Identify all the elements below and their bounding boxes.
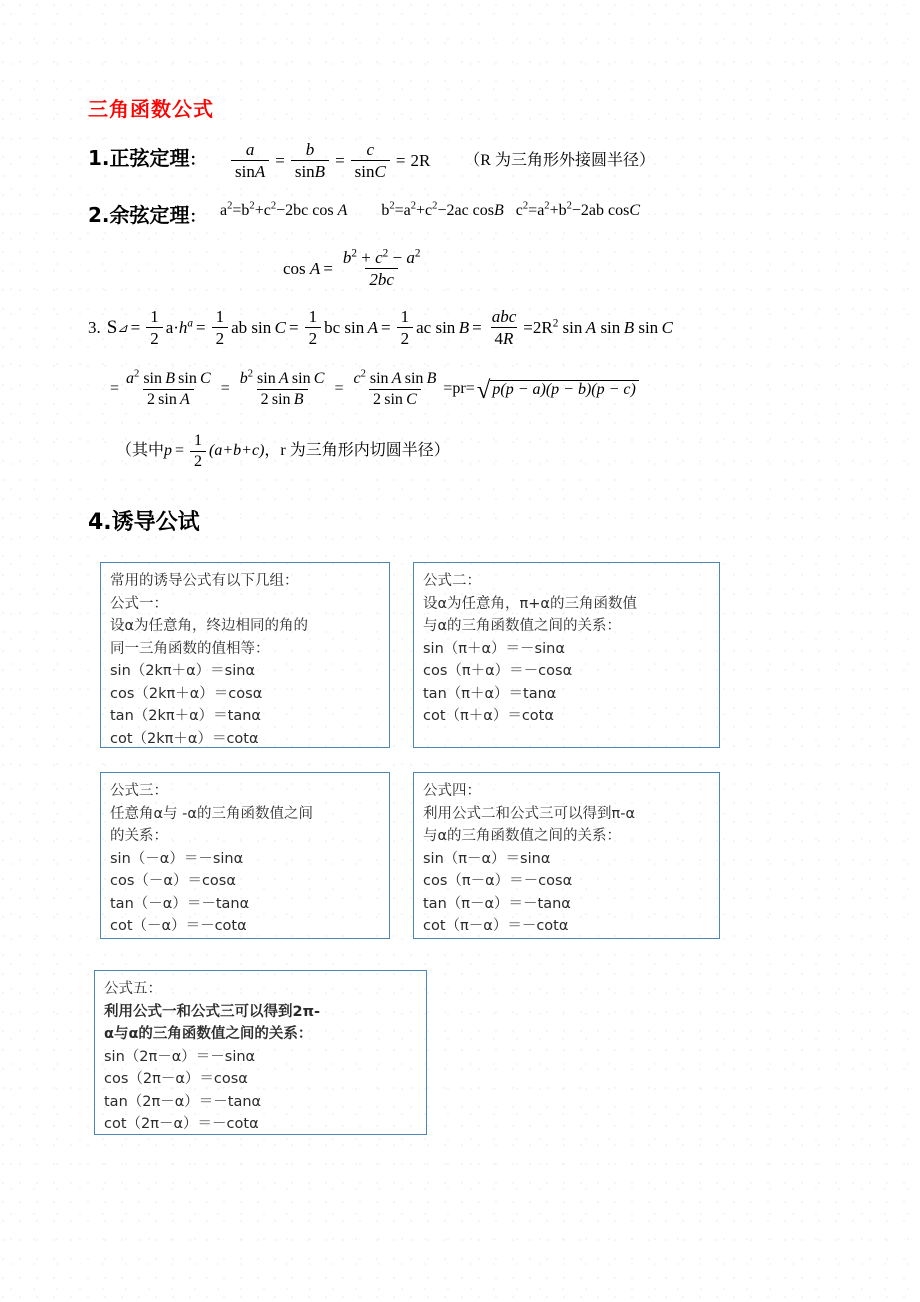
equals-sign: = <box>465 380 475 398</box>
fraction-cosA <box>339 248 425 289</box>
fraction-abc-over-4R <box>488 307 521 348</box>
box-line: 与α的三角函数值之间的关系： <box>423 618 622 634</box>
fraction-denominator: 2 <box>397 327 414 348</box>
fraction-half <box>212 307 229 348</box>
box-line: cot（π＋α）＝cotα <box>423 708 554 724</box>
section-2-heading <box>88 199 206 228</box>
equals-sign: = <box>334 380 344 398</box>
area-symbol: S <box>106 317 118 339</box>
note-suffix: ，r 为三角形内切圆半径） <box>264 442 450 460</box>
section-1-number: 1. <box>88 146 110 170</box>
box-line: 公式五： <box>104 981 162 997</box>
section-2-number: 2. <box>88 203 110 227</box>
equals-sign: = <box>472 318 482 338</box>
box-line: 利用公式一和公式三可以得到2π- <box>104 1003 321 1020</box>
square-root-herons-formula <box>476 376 639 404</box>
section-1-colon: ： <box>189 150 206 169</box>
box-line: tan（－α）＝－tanα <box>110 895 250 912</box>
box-line: cos（π＋α）＝－cosα <box>423 663 573 679</box>
fraction-numerator: a <box>245 140 255 159</box>
fraction-half <box>397 307 414 348</box>
radical-glyph: √ <box>476 376 491 404</box>
fraction-numerator: $b^2 + c^2 - a^2$ <box>342 247 421 267</box>
fraction-numerator: 1 <box>308 307 318 326</box>
equals-sign: = <box>443 380 453 398</box>
box-line: 公式四： <box>423 783 481 799</box>
fraction-numerator: $b^2$ sin A sin C <box>239 368 325 387</box>
formula-box-3 <box>100 772 390 939</box>
fraction-denominator: 2 <box>146 327 163 348</box>
fraction-denominator: 2 <box>212 327 229 348</box>
box-line: 公式三： <box>110 783 168 799</box>
fraction-numerator: $c^2$ sin A sin B <box>353 368 437 387</box>
box-line: cos（2kπ＋α）＝cosα <box>110 685 263 702</box>
box-line: cot（－α）＝－cotα <box>110 918 247 934</box>
section-4-label: 诱导公试 <box>111 510 200 535</box>
note-prefix: （其中 <box>116 442 165 460</box>
law-of-sines-note: （R 为三角形外接圆半径） <box>464 151 655 169</box>
box-line: sin（π－α）＝sinα <box>423 850 551 867</box>
page-title: 三角函数公式 <box>88 97 214 121</box>
fraction-numerator: 1 <box>194 432 203 449</box>
equals-sign: = <box>323 259 333 279</box>
equals-sign: = <box>130 318 141 338</box>
equals-sign: = <box>523 318 533 338</box>
fraction-numerator: 1 <box>215 307 225 326</box>
law-of-cosines-formulas <box>220 200 641 219</box>
equals-sign: = <box>175 442 185 460</box>
box-line: 公式二： <box>423 573 481 589</box>
box-line: 公式一： <box>110 595 168 612</box>
box-line: sin（π＋α）＝－sinα <box>423 640 565 657</box>
formula-box-5 <box>94 970 427 1135</box>
fraction-denominator: sinA <box>231 160 269 181</box>
equals-sign: = <box>381 318 391 338</box>
box-line: sin（－α）＝－sinα <box>110 850 244 867</box>
fraction-numerator: 1 <box>150 307 159 326</box>
fraction-area-c <box>349 370 440 409</box>
law-of-cosines-eq-3: $c^2=a^2+b^2-2ab$ cosC <box>515 200 641 219</box>
box-line: cos（2π－α）＝cosα <box>104 1071 248 1087</box>
fraction-a-over-sinA <box>231 140 269 181</box>
formula-box-1 <box>100 562 390 748</box>
box-line: 任意角α与 -α的三角函数值之间 <box>110 805 313 822</box>
law-of-sines-formula <box>228 140 655 181</box>
section-3-number: 3. <box>88 318 101 338</box>
box-line: 设α为任意角，终边相同的角的 <box>110 618 309 634</box>
box-line: sin（2π－α）＝－sinα <box>104 1048 256 1065</box>
box-line: cot（2π－α）＝－cotα <box>104 1116 259 1132</box>
box-line: cot（π－α）＝－cotα <box>423 918 569 934</box>
fraction-denominator: 2bc <box>365 268 398 289</box>
area-term-4: ac sin B <box>416 318 470 338</box>
box-line: α与α的三角函数值之间的关系： <box>104 1026 313 1042</box>
area-term-2: ab sin C <box>231 318 286 338</box>
fraction-denominator: 2 <box>305 327 322 348</box>
area-term-3: bc sin A <box>324 318 379 338</box>
equals-sign: = <box>275 151 285 171</box>
area-term-pr: pr <box>452 380 466 398</box>
box-line: cos（π－α）＝－cosα <box>423 873 573 889</box>
fraction-denominator: 2 sin A <box>143 389 194 409</box>
fraction-numerator: b <box>305 140 315 159</box>
formula-box-4 <box>413 772 720 939</box>
box-line: tan（π＋α）＝tanα <box>423 685 557 702</box>
fraction-half <box>190 432 206 471</box>
box-line: cot（2kπ＋α）＝cotα <box>110 730 259 747</box>
equals-sign: = <box>395 151 406 171</box>
fraction-denominator: 4R <box>491 327 518 348</box>
law-of-sines-rhs: 2R <box>410 151 431 171</box>
fraction-denominator: 2 sin B <box>257 389 308 409</box>
cosine-ratio-formula <box>283 248 427 289</box>
equals-sign: = <box>196 318 206 338</box>
radicand: p(p − a)(p − b)(p − c) <box>490 380 638 399</box>
box-line: tan（π－α）＝－tanα <box>423 895 571 912</box>
box-line: 常用的诱导公式有以下几组： <box>110 573 299 589</box>
fraction-denominator: sinC <box>351 160 390 181</box>
box-line: sin（2kπ＋α）＝sinα <box>110 663 256 679</box>
box-line: tan（2kπ＋α）＝tanα <box>110 708 261 724</box>
triangle-area-note <box>116 432 450 471</box>
cos-A-label: cos A <box>283 259 321 279</box>
fraction-denominator: sinB <box>291 160 329 181</box>
box-line: 设α为任意角，π+α的三角函数值 <box>423 595 637 612</box>
fraction-c-over-sinC <box>351 140 390 181</box>
fraction-b-over-sinB <box>291 140 329 181</box>
fraction-area-b <box>236 370 329 409</box>
section-4-heading <box>88 505 200 536</box>
fraction-denominator: 2 sin C <box>369 389 421 409</box>
box-line: 与α的三角函数值之间的关系： <box>423 828 622 844</box>
area-term-1: $a\cdot h^a$ <box>165 317 194 338</box>
fraction-numerator: abc <box>491 307 517 326</box>
fraction-numerator: $a^2$ sin B sin C <box>126 368 211 387</box>
equals-sign: = <box>220 380 230 398</box>
triangle-area-formula-line2 <box>110 370 639 409</box>
formula-box-2 <box>413 562 720 748</box>
law-of-cosines-eq-1: $a^2=b^2+c^2-2bc$ cos A <box>220 200 348 219</box>
fraction-half <box>146 307 163 348</box>
note-variable-p: p <box>164 442 173 460</box>
box-line: cos（－α）＝cosα <box>110 873 236 889</box>
equals-sign: = <box>289 318 299 338</box>
section-2-label: 余弦定理 <box>109 203 190 227</box>
box-line: tan（2π－α）＝－tanα <box>104 1093 262 1110</box>
area-term-5: $2R^2$ sin A sin B sin C <box>532 317 673 338</box>
section-2-colon: ： <box>189 207 206 226</box>
equals-sign: = <box>110 380 120 398</box>
law-of-cosines-eq-2: $b^2=a^2+c^2-2ac$ cosB <box>381 200 504 219</box>
box-line: 的关系： <box>110 828 168 844</box>
fraction-denominator: 2 <box>190 451 206 471</box>
fraction-numerator: 1 <box>400 307 410 326</box>
section-1-label: 正弦定理 <box>109 146 190 170</box>
note-expression: (a+b+c) <box>209 442 265 460</box>
equals-sign: = <box>335 151 345 171</box>
box-line: 同一三角函数的值相等： <box>110 640 270 657</box>
triangle-area-formula-line1: 3. S ⊿ = $\frac{1}{2}$ $a\cdot h^a$ = $\frac{1}{2}$ ab sin C = $\frac{1}{2}$ bc sin A = $\frac{1}{2}$ ac sin B = $\frac{\text{abc}}{4R}$ = $2R^2$ sin A sin B sin C <box>88 307 673 349</box>
fraction-half <box>305 307 322 348</box>
fraction-area-a <box>122 370 215 409</box>
box-line: 利用公式二和公式三可以得到π-α <box>423 805 636 822</box>
fraction-numerator: c <box>366 140 375 159</box>
section-4-number: 4. <box>88 510 112 535</box>
section-1-heading <box>88 142 206 171</box>
